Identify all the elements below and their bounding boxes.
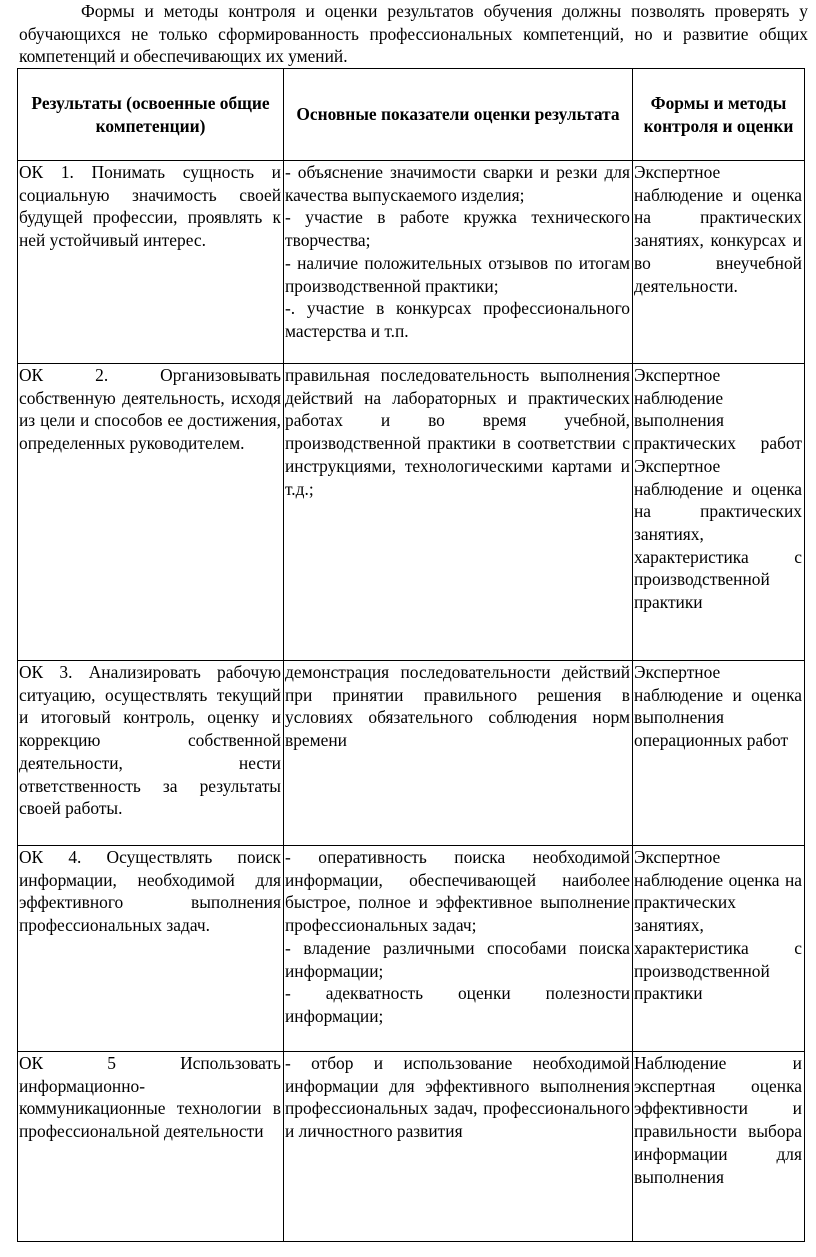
result-cell: ОК 4. Осуществлять поиск информации, необходимой для эффективного выполнения профессиональных задач. bbox=[18, 846, 284, 1052]
intro-paragraph: Формы и методы контроля и оценки результатов обучения должны позволять проверять у обучающихся не только сформированность профессиональных компетенций, но и развитие общих компетенций и обеспечивающих их умений. bbox=[19, 1, 808, 67]
indicators-cell bbox=[284, 1052, 633, 1242]
indicators-cell bbox=[284, 661, 633, 846]
indicators-cell bbox=[284, 364, 633, 661]
table-row bbox=[18, 161, 805, 364]
indicator-item: - участие в работе кружка технического творчества; bbox=[285, 207, 630, 251]
table-row bbox=[18, 1052, 805, 1242]
forms-cell: Экспертное наблюдение оценка на практических занятиях, характеристика с производственной практики bbox=[633, 846, 805, 1052]
indicator-item: - владение различными способами поиска информации; bbox=[285, 937, 630, 981]
indicators-cell bbox=[284, 846, 633, 1052]
indicator-item: - оперативность поиска необходимой информации, обеспечивающей наиболее быстрое, полное и эффективное выполнение профессиональных задач; bbox=[285, 847, 630, 936]
result-cell: ОК 3. Анализировать рабочую ситуацию, осуществлять текущий и итоговый контроль, оценку и коррекцию собственной деятельности, нести ответственность за результаты своей работы. bbox=[18, 661, 284, 846]
table-header-row bbox=[18, 69, 805, 161]
table-row bbox=[18, 364, 805, 661]
competence-assessment-table bbox=[17, 68, 805, 1242]
indicator-item: -. участие в конкурсах профессионального мастерства и т.п. bbox=[285, 298, 630, 341]
indicator-item: - наличие положительных отзывов по итогам производственной практики; bbox=[285, 252, 630, 296]
result-cell: ОК 2. Организовывать собственную деятельность, исходя из цели и способов ее достижения, определенных руководителем. bbox=[18, 364, 284, 661]
forms-cell: Экспертное наблюдение выполнения практических работ Экспертное наблюдение и оценка на практических занятиях, характеристика с производственной практики bbox=[633, 364, 805, 661]
table-row bbox=[18, 661, 805, 846]
indicators-cell bbox=[284, 161, 633, 364]
forms-cell: Экспертное наблюдение и оценка выполнения операционных работ bbox=[633, 661, 805, 846]
indicator-item: правильная последовательность выполнения действий на лабораторных и практических работах и во время учебной, производственной практики в соответствии с инструкциями, технологическими картами и т.д.; bbox=[285, 365, 630, 499]
indicator-item: - объяснение значимости сварки и резки для качества выпускаемого изделия; bbox=[285, 162, 630, 205]
header-indicators: Основные показатели оценки результата bbox=[284, 69, 633, 161]
forms-cell: Экспертное наблюдение и оценка на практических занятиях, конкурсах и во внеучебной деятельности. bbox=[633, 161, 805, 364]
indicator-item: демонстрация последовательности действий при принятии правильного решения в условиях обязательного соблюдения норм времени bbox=[285, 662, 630, 751]
indicator-item: - адекватность оценки полезности информации; bbox=[285, 983, 630, 1026]
result-cell: ОК 5 Использовать информационно-коммуникационные технологии в профессиональной деятельности bbox=[18, 1052, 284, 1242]
result-cell: ОК 1. Понимать сущность и социальную значимость своей будущей профессии, проявлять к ней устойчивый интерес. bbox=[18, 161, 284, 364]
indicator-item: - отбор и использование необходимой информации для эффективного выполнения профессиональных задач, профессионального и личностного развития bbox=[285, 1053, 630, 1142]
table-row bbox=[18, 846, 805, 1052]
header-forms: Формы и методы контроля и оценки bbox=[633, 69, 805, 161]
forms-cell: Наблюдение и экспертная оценка эффективности и правильности выбора информации для выполнения bbox=[633, 1052, 805, 1242]
header-results: Результаты (освоенные общие компетенции) bbox=[18, 69, 284, 161]
